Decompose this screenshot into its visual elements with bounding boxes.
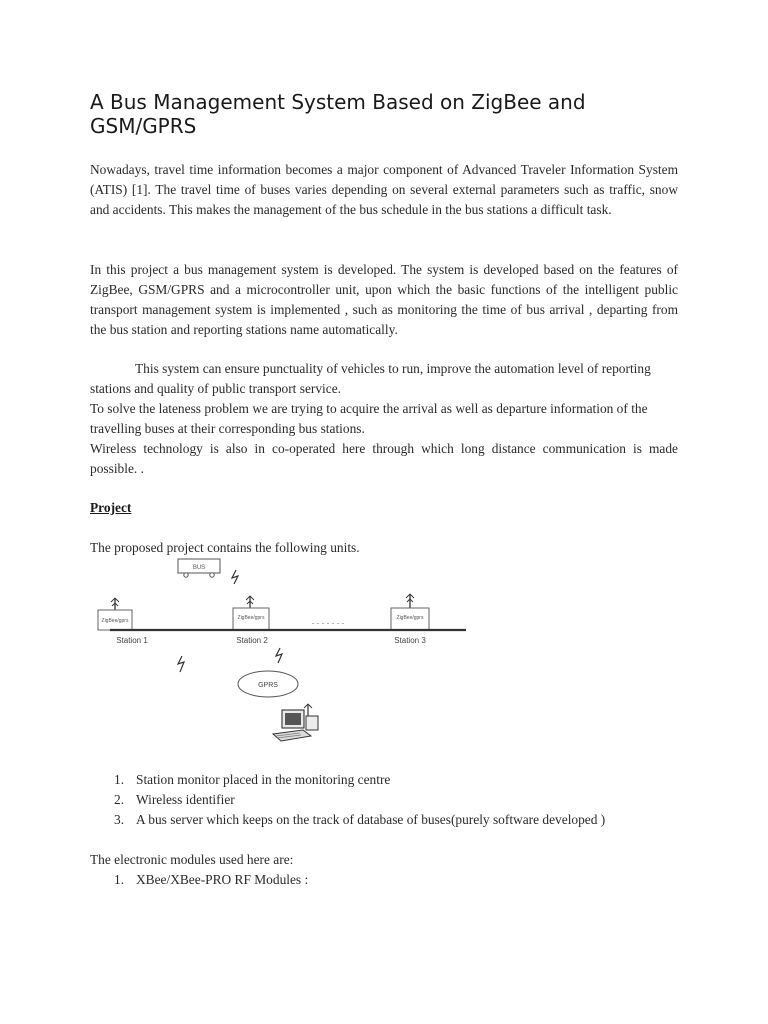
paragraph-wireless: Wireless technology is also in co-operated here through which long distance communication is made possible. .: [90, 441, 678, 476]
units-list: [90, 770, 605, 830]
modules-list: [90, 870, 308, 890]
wireless-signal-icon: [276, 648, 282, 663]
wireless-signal-icon: [178, 656, 184, 672]
station-2-icon: [233, 596, 269, 630]
station-2-label: Station 2: [236, 636, 268, 645]
list-item: 3. A bus server which keeps on the track of database of buses(purely software developed ): [114, 812, 606, 827]
bus-icon: [178, 559, 220, 577]
station-3-label: Station 3: [394, 636, 426, 645]
gprs-label: GPRS: [258, 682, 278, 689]
units-intro: The proposed project contains the following units.: [90, 540, 360, 555]
station-3-icon: [391, 594, 429, 630]
modules-intro: The electronic modules used here are:: [90, 852, 294, 867]
paragraph-lateness: To solve the lateness problem we are trying to acquire the arrival as well as departure information of the travelling buses at their corresponding bus stations.: [90, 401, 648, 436]
station-box-label: ZigBee/gprs: [101, 618, 129, 624]
list-item: 1. Station monitor placed in the monitoring centre: [114, 772, 391, 787]
system-diagram: [90, 556, 470, 752]
paragraph-project-description: In this project a bus management system is developed. The system is developed based on the features of ZigBee, GSM/GPRS and a microcontroller unit, upon which the basic functions of the intelligent public transport management system is implemented , such as monitoring the time of bus arrival , departing from the bus station and reporting stations name automatically.: [90, 262, 678, 337]
list-item: 2. Wireless identifier: [114, 792, 235, 807]
list-item: 1. XBee/XBee-PRO RF Modules :: [114, 872, 309, 887]
station-1-label: Station 1: [116, 636, 148, 645]
computer-icon: [273, 704, 318, 741]
section-heading-project: Project: [90, 500, 132, 515]
wireless-signal-icon: [232, 570, 238, 584]
paragraph-intro: Nowadays, travel time information becomes a major component of Advanced Traveler Information System (ATIS) [1]. The travel time of buses varies depending on several external parameters such as traffic, snow and accidents. This makes the management of the bus schedule in the bus stations a difficult task.: [90, 162, 678, 217]
station-ellipsis: . . . . . . .: [311, 616, 345, 626]
station-box-label: ZigBee/gprs: [396, 615, 424, 621]
paragraph-punctuality: This system can ensure punctuality of vehicles to run, improve the automation level of reporting stations and quality of public transport service.: [90, 361, 651, 396]
station-box-label: ZigBee/gprs: [237, 615, 265, 621]
bus-label: BUS: [192, 565, 206, 571]
station-1-icon: [98, 598, 132, 630]
document-title: A Bus Management System Based on ZigBee and GSM/GPRS: [90, 90, 586, 138]
